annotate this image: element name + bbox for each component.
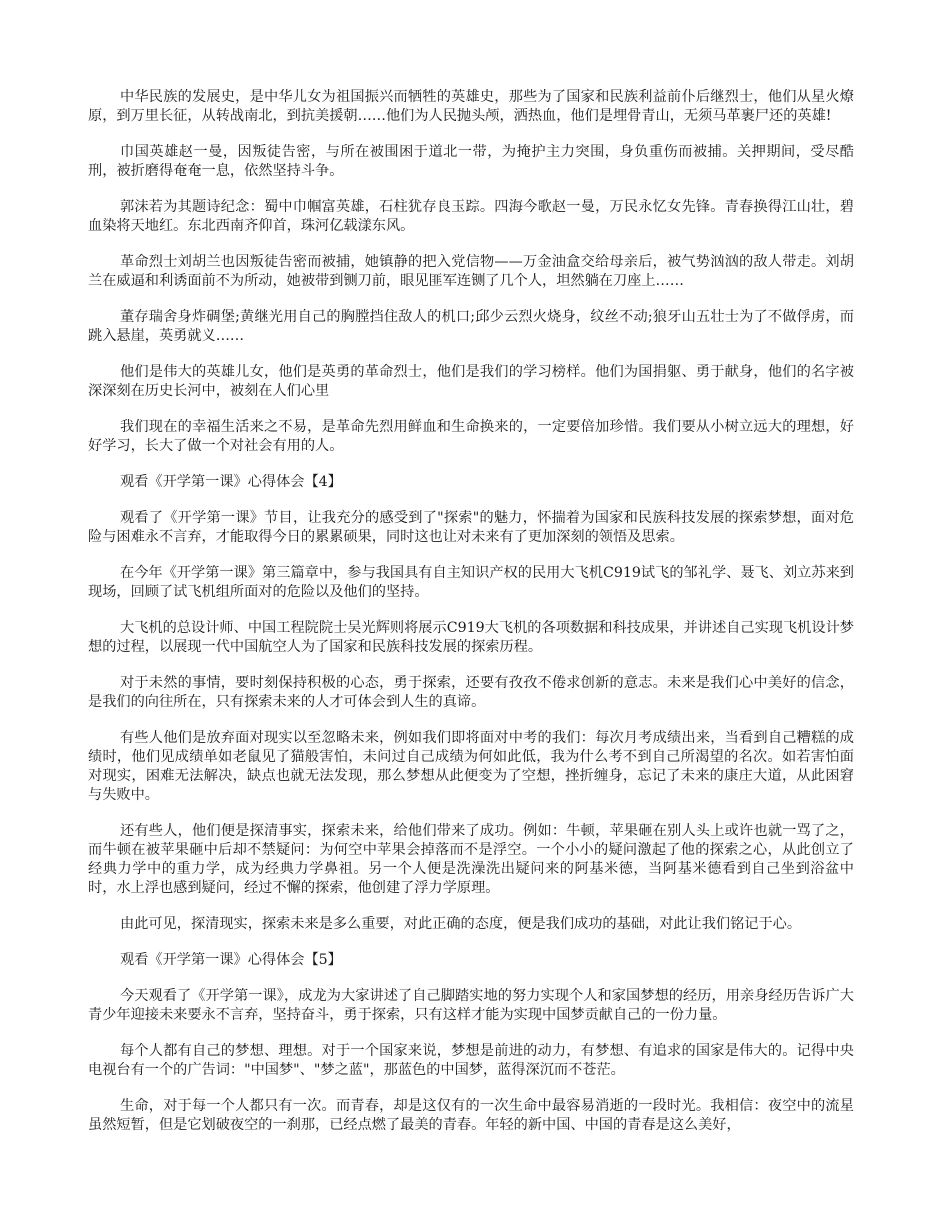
section-heading: 观看《开学第一课》心得体会【5】 [120,952,342,968]
paragraph: 革命烈士刘胡兰也因叛徒告密而被捕，她镇静的把入党信物——万金油盒交给母亲后，被气势汹汹的敌人带走。刘胡兰在威逼和利诱面前不为所动，她被带到铡刀前，眼见匪军连铡了几个人，坦然躺在刀座上…… [88,254,854,289]
paragraph: 观看了《开学第一课》节目，让我充分的感受到了"探索"的魅力，怀揣着为国家和民族科技发展的探索梦想，面对危险与困难永不言弃，才能取得今日的累累硕果，同时这也让对未来有了更加深刻的领悟及思索。 [88,510,854,545]
paragraph: 董存瑞舍身炸碉堡;黄继光用自己的胸膛挡住敌人的机口;邱少云烈火烧身，纹丝不动;狼牙山五壮士为了不做俘虏，而跳入悬崖，英勇就义…… [88,309,854,344]
paragraph: 在今年《开学第一课》第三篇章中，参与我国具有自主知识产权的民用大飞机C919试飞的邹礼学、聂飞、刘立苏来到现场，回顾了试飞机组所面对的危险以及他们的坚持。 [88,565,854,600]
section-heading: 观看《开学第一课》心得体会【4】 [120,474,342,490]
paragraph: 今天观看了《开学第一课》，成龙为大家讲述了自己脚踏实地的努力实现个人和家国梦想的经历，用亲身经历告诉广大青少年迎接未来要永不言弃，坚持奋斗，勇于探索，只有这样才能为实现中国梦贡献自己的一份力量。 [88,988,854,1023]
paragraph: 我们现在的幸福生活来之不易，是革命先烈用鲜血和生命换来的，一定要倍加珍惜。我们要从小树立远大的理想，好好学习，长大了做一个对社会有用的人。 [88,419,854,454]
paragraph: 由此可见，探清现实，探索未来是多么重要，对此正确的态度，便是我们成功的基础，对此让我们铭记于心。 [120,916,802,932]
paragraph: 每个人都有自己的梦想、理想。对于一个国家来说，梦想是前进的动力，有梦想、有追求的国家是伟大的。记得中央电视台有一个的广告词："中国梦"、"梦之蓝"，那蓝色的中国梦，蓝得深沉而不苍茫。 [88,1043,854,1078]
paragraph: 中华民族的发展史，是中华儿女为祖国振兴而牺牲的英雄史，那些为了国家和民族利益前仆后继烈士，他们从星火燎原，到万里长征，从转战南北，到抗美援朝……他们为人民抛头颅，洒热血，他们是埋骨青山，无须马革裹尸还的英雄! [88,89,854,124]
paragraph: 大飞机的总设计师、中国工程院院士吴光辉则将展示C919大飞机的各项数据和科技成果，并讲述自己实现飞机设计梦想的过程，以展现一代中国航空人为了国家和民族科技发展的探索历程。 [88,620,854,655]
paragraph: 还有些人，他们便是探清事实，探索未来，给他们带来了成功。例如：牛顿，苹果砸在别人头上或许也就一骂了之，而牛顿在被苹果砸中后却不禁疑问：为何空中苹果会掉落而不是浮空。一个小小的疑问激起了他的探索之心，从此创立了经典力学中的重力学，成为经典力学鼻祖。另一个人便是洗澡洗出疑问来的阿基米德，当阿基米德看到自己坐到浴盆中时，水上浮也感到疑问，经过不懈的探索，他创建了浮力学原理。 [88,823,854,896]
paragraph: 有些人他们是放弃面对现实以至忽略未来，例如我们即将面对中考的我们：每次月考成绩出来，当看到自己糟糕的成绩时，他们见成绩单如老鼠见了猫般害怕，未问过自己成绩为何如此低，我为什么考不到自己所渴望的名次。如若害怕面对现实，困难无法解决，缺点也就无法发现，那么梦想从此便变为了空想，挫折缠身，忘记了未来的康庄大道，从此困窘与失败中。 [88,730,854,803]
paragraph: 对于未然的事情，要时刻保持积极的心态，勇于探索，还要有孜孜不倦求创新的意志。未来是我们心中美好的信念，是我们的向往所在，只有探索未来的人才可体会到人生的真谛。 [88,675,854,710]
paragraph: 郭沫若为其题诗纪念：蜀中巾帼富英雄，石柱犹存良玉踪。四海今歌赵一曼，万民永忆女先锋。青春换得江山壮，碧血染将天地红。东北西南齐仰首，珠河亿载漾东风。 [88,199,854,234]
paragraph: 巾国英雄赵一曼，因叛徒告密，与所在被围困于道北一带，为掩护主力突围，身负重伤而被捕。关押期间，受尽酷刑，被折磨得奄奄一息，依然坚持斗争。 [88,144,854,179]
paragraph: 他们是伟大的英雄儿女，他们是英勇的革命烈士，他们是我们的学习榜样。他们为国捐躯、勇于献身，他们的名字被深深刻在历史长河中，被刻在人们心里 [88,364,854,399]
document-body [88,88,854,1152]
paragraph: 生命，对于每一个人都只有一次。而青春，却是这仅有的一次生命中最容易消逝的一段时光。我相信：夜空中的流星虽然短暂，但是它划破夜空的一刹那，已经点燃了最美的青春。年轻的新中国、中国的青春是这么美好， [88,1098,854,1133]
